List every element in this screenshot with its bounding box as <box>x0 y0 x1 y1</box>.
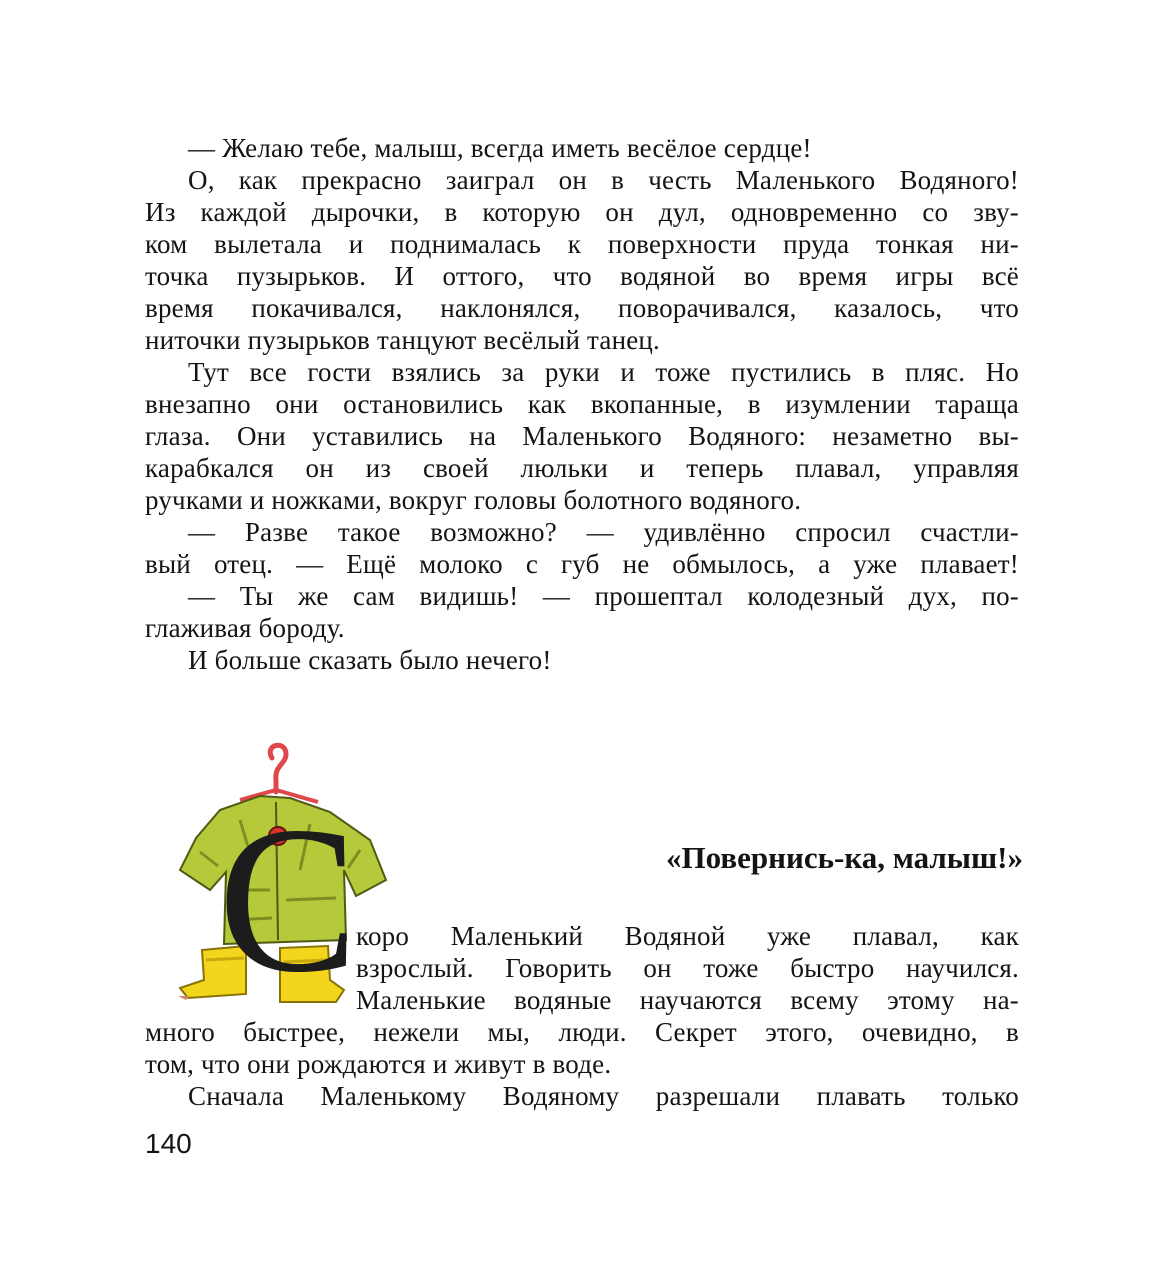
chapter-title: «Повернись-ка, малыш!» <box>666 840 1023 875</box>
text-line: карабкался он из своей люльки и теперь плавал, управляя <box>145 453 1019 483</box>
text-line: Маленькие водяные научаются всему этому на- <box>356 985 1019 1015</box>
page-number: 140 <box>145 1128 192 1159</box>
text-line: — Ты же сам видишь! — прошептал колодезный дух, по- <box>188 581 1019 611</box>
text-line: — Разве такое возможно? — удивлённо спросил счастли- <box>188 517 1019 547</box>
text-line: ручками и ножками, вокруг головы болотного водяного. <box>145 485 802 515</box>
text-line: И больше сказать было нечего! <box>188 645 552 675</box>
text-line: О, как прекрасно заиграл он в честь Маленького Водяного! <box>188 165 1019 195</box>
text-line: точка пузырьков. И оттого, что водяной во время игры всё <box>145 261 1019 291</box>
text-line: ниточки пузырьков танцуют весёлый танец. <box>145 325 661 355</box>
text-line: много быстрее, нежели мы, люди. Секрет этого, очевидно, в <box>145 1017 1019 1047</box>
text-line: глаза. Они уставились на Маленького Водяного: незаметно вы- <box>145 421 1019 451</box>
text-line: внезапно они остановились как вкопанные, в изумлении тараща <box>145 389 1019 419</box>
text-line: Тут все гости взялись за руки и тоже пустились в пляс. Но <box>188 357 1019 387</box>
drop-cap: С <box>218 784 359 1010</box>
text-line: глаживая бороду. <box>145 613 345 643</box>
text-line: Сначала Маленькому Водяному разрешали плавать только <box>188 1081 1019 1111</box>
text-line: том, что они рождаются и живут в воде. <box>145 1049 612 1079</box>
text-line: — Желаю тебе, малыш, всегда иметь весёлое сердце! <box>188 133 812 163</box>
text-line: время покачивался, наклонялся, поворачивался, казалось, что <box>145 293 1019 323</box>
text-line: Из каждой дырочки, в которую он дул, одновременно со зву- <box>145 197 1019 227</box>
text-line: ком вылетала и поднималась к поверхности пруда тонкая ни- <box>145 229 1019 259</box>
text-line: взрослый. Говорить он тоже быстро научился. <box>356 953 1019 983</box>
text-line: коро Маленький Водяной уже плавал, как <box>356 921 1019 951</box>
text-line: вый отец. — Ещё молоко с губ не обмылось, а уже плавает! <box>145 549 1019 579</box>
